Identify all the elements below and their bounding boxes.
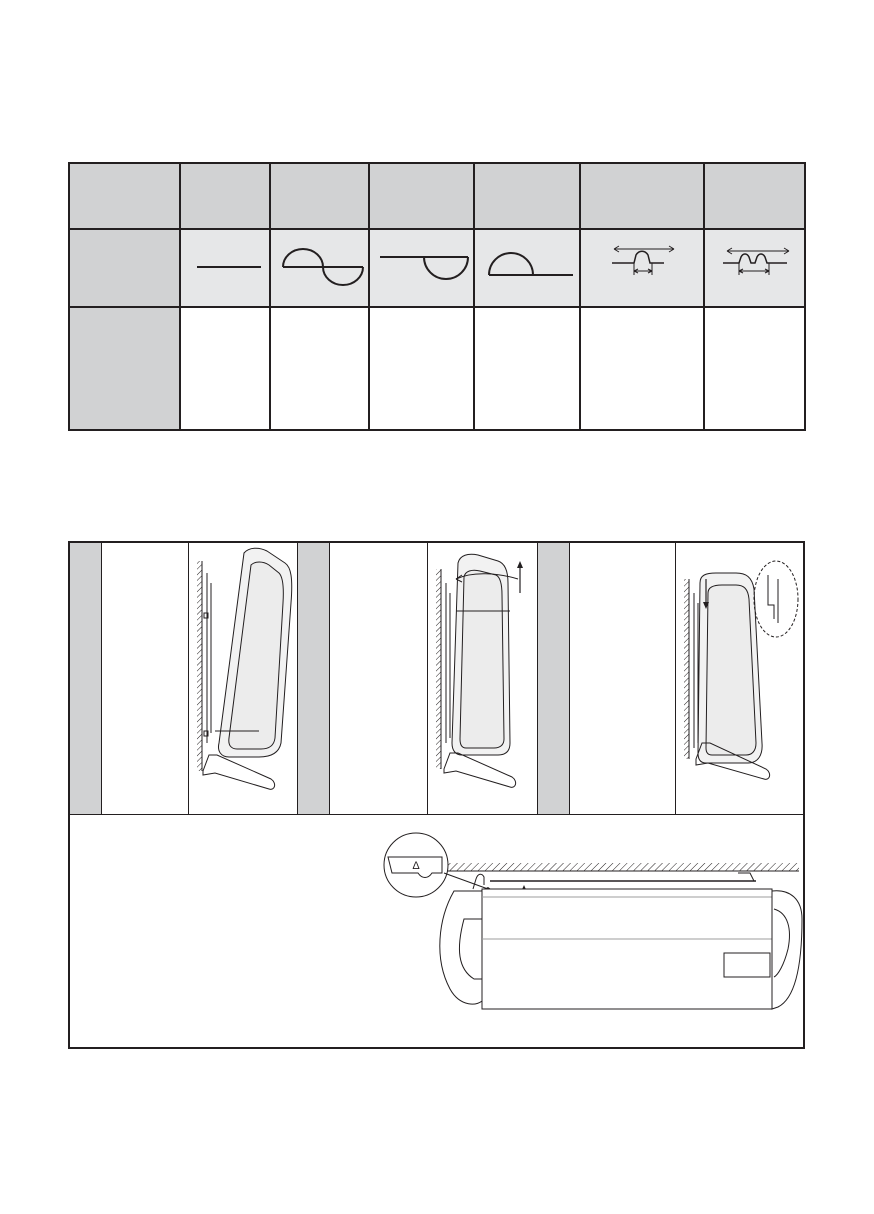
waveform-cell: [580, 229, 704, 307]
table-header-cell: [180, 163, 270, 229]
waveform-cell: [704, 229, 805, 307]
panel-divider: [70, 814, 803, 815]
mode-cell: [369, 307, 474, 430]
flat-line-icon: [185, 241, 265, 291]
step-number-3: [538, 543, 570, 814]
step-text-1: [102, 543, 189, 814]
heater-top-view-illustration: [378, 829, 803, 1029]
waveform-row: [69, 229, 805, 307]
heater-lock-illustration: [676, 543, 804, 813]
table-header-cell: [369, 163, 474, 229]
signal-table: [68, 162, 804, 431]
positive-half-wave-icon: [479, 241, 575, 291]
waveform-cell: [270, 229, 369, 307]
signal-table-grid: [68, 162, 806, 431]
waveform-cell: [180, 229, 270, 307]
step-figure-3: [676, 543, 805, 814]
table-header-cell: [270, 163, 369, 229]
double-pulse-icon: [715, 241, 795, 291]
table-header-row: [69, 163, 805, 229]
installation-panel: [68, 541, 805, 1049]
step-figure-2: [428, 543, 538, 814]
waveform-row-label: [69, 229, 180, 307]
mode-cell: [474, 307, 580, 430]
table-header-cell: [580, 163, 704, 229]
step-text-2: [330, 543, 428, 814]
mode-cell: [270, 307, 369, 430]
step-figure-1: [189, 543, 298, 814]
detail-symbol: Δ: [412, 860, 420, 872]
table-header-cell: [474, 163, 580, 229]
full-sine-icon: [275, 241, 365, 291]
heater-tilt-illustration: [189, 543, 297, 813]
single-pulse-icon: [602, 241, 682, 291]
mode-row: [69, 307, 805, 430]
table-header-cell: [704, 163, 805, 229]
table-header-cell: [69, 163, 180, 229]
step-number-2: [298, 543, 330, 814]
mode-cell: [704, 307, 805, 430]
step-number-1: [70, 543, 102, 814]
waveform-cell: [369, 229, 474, 307]
step-text-3: [570, 543, 676, 814]
negative-half-wave-icon: [374, 241, 470, 291]
mode-row-label: [69, 307, 180, 430]
waveform-cell: [474, 229, 580, 307]
heater-lift-illustration: [428, 543, 537, 813]
mode-cell: [180, 307, 270, 430]
mode-cell: [580, 307, 704, 430]
